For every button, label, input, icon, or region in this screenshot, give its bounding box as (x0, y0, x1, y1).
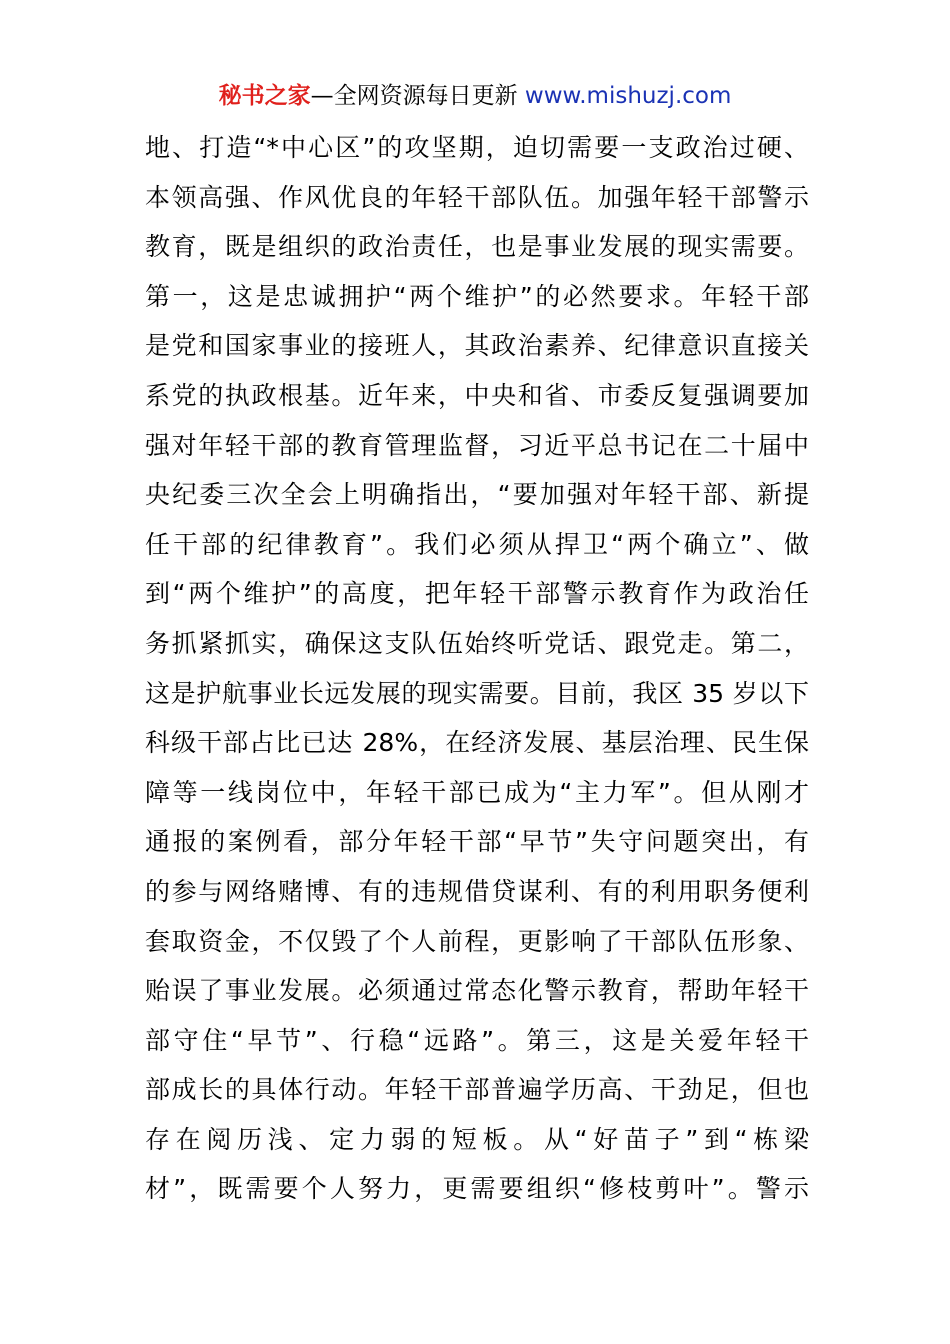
body-line: 系党的执政根基。近年来，中央和省、市委反复强调要加 (145, 380, 809, 410)
body-line: 存在阅历浅、定力弱的短板。从“好苗子”到“栋梁 (145, 1124, 809, 1154)
site-brand-name: 秘书之家 (218, 83, 311, 109)
site-url-link[interactable]: www.mishuzj.com (524, 83, 732, 109)
document-body (145, 123, 809, 1214)
site-tagline: —全网资源每日更新 (310, 83, 525, 109)
body-line: 是党和国家事业的接班人，其政治素养、纪律意识直接关 (145, 331, 809, 361)
body-line: 教育，既是组织的政治责任，也是事业发展的现实需要。 (145, 232, 809, 262)
body-line: 贻误了事业发展。必须通过常态化警示教育，帮助年轻干 (145, 976, 809, 1006)
body-line: 部守住“早节”、行稳“远路”。第三，这是关爱年轻干 (145, 1025, 809, 1055)
site-header (0, 78, 950, 114)
body-line: 第一，这是忠诚拥护“两个维护”的必然要求。年轻干部 (145, 281, 809, 311)
body-line: 通报的案例看，部分年轻干部“早节”失守问题突出，有 (145, 827, 809, 857)
body-line: 任干部的纪律教育”。我们必须从捍卫“两个确立”、做 (145, 529, 809, 559)
body-line: 的参与网络赌博、有的违规借贷谋利、有的利用职务便利 (145, 876, 809, 906)
body-line: 障等一线岗位中，年轻干部已成为“主力军”。但从刚才 (145, 777, 809, 807)
body-line: 央纪委三次全会上明确指出，“要加强对年轻干部、新提 (145, 480, 809, 510)
body-line: 部成长的具体行动。年轻干部普遍学历高、干劲足，但也 (145, 1075, 809, 1105)
body-line: 这是护航事业长远发展的现实需要。目前，我区 35 岁以下 (145, 678, 809, 708)
body-line: 到“两个维护”的高度，把年轻干部警示教育作为政治任 (145, 579, 809, 609)
body-line: 地、打造“*中心区”的攻坚期，迫切需要一支政治过硬、 (145, 133, 809, 162)
body-line: 科级干部占比已达 28%，在经济发展、基层治理、民生保 (145, 728, 809, 758)
body-line: 本领高强、作风优良的年轻干部队伍。加强年轻干部警示 (145, 182, 809, 212)
body-line: 套取资金，不仅毁了个人前程，更影响了干部队伍形象、 (145, 926, 809, 956)
body-line: 强对年轻干部的教育管理监督，习近平总书记在二十届中 (145, 430, 809, 460)
body-line: 材”，既需要个人努力，更需要组织“修枝剪叶”。警示 (145, 1174, 809, 1204)
body-line: 务抓紧抓实，确保这支队伍始终听党话、跟党走。第二， (145, 628, 809, 658)
